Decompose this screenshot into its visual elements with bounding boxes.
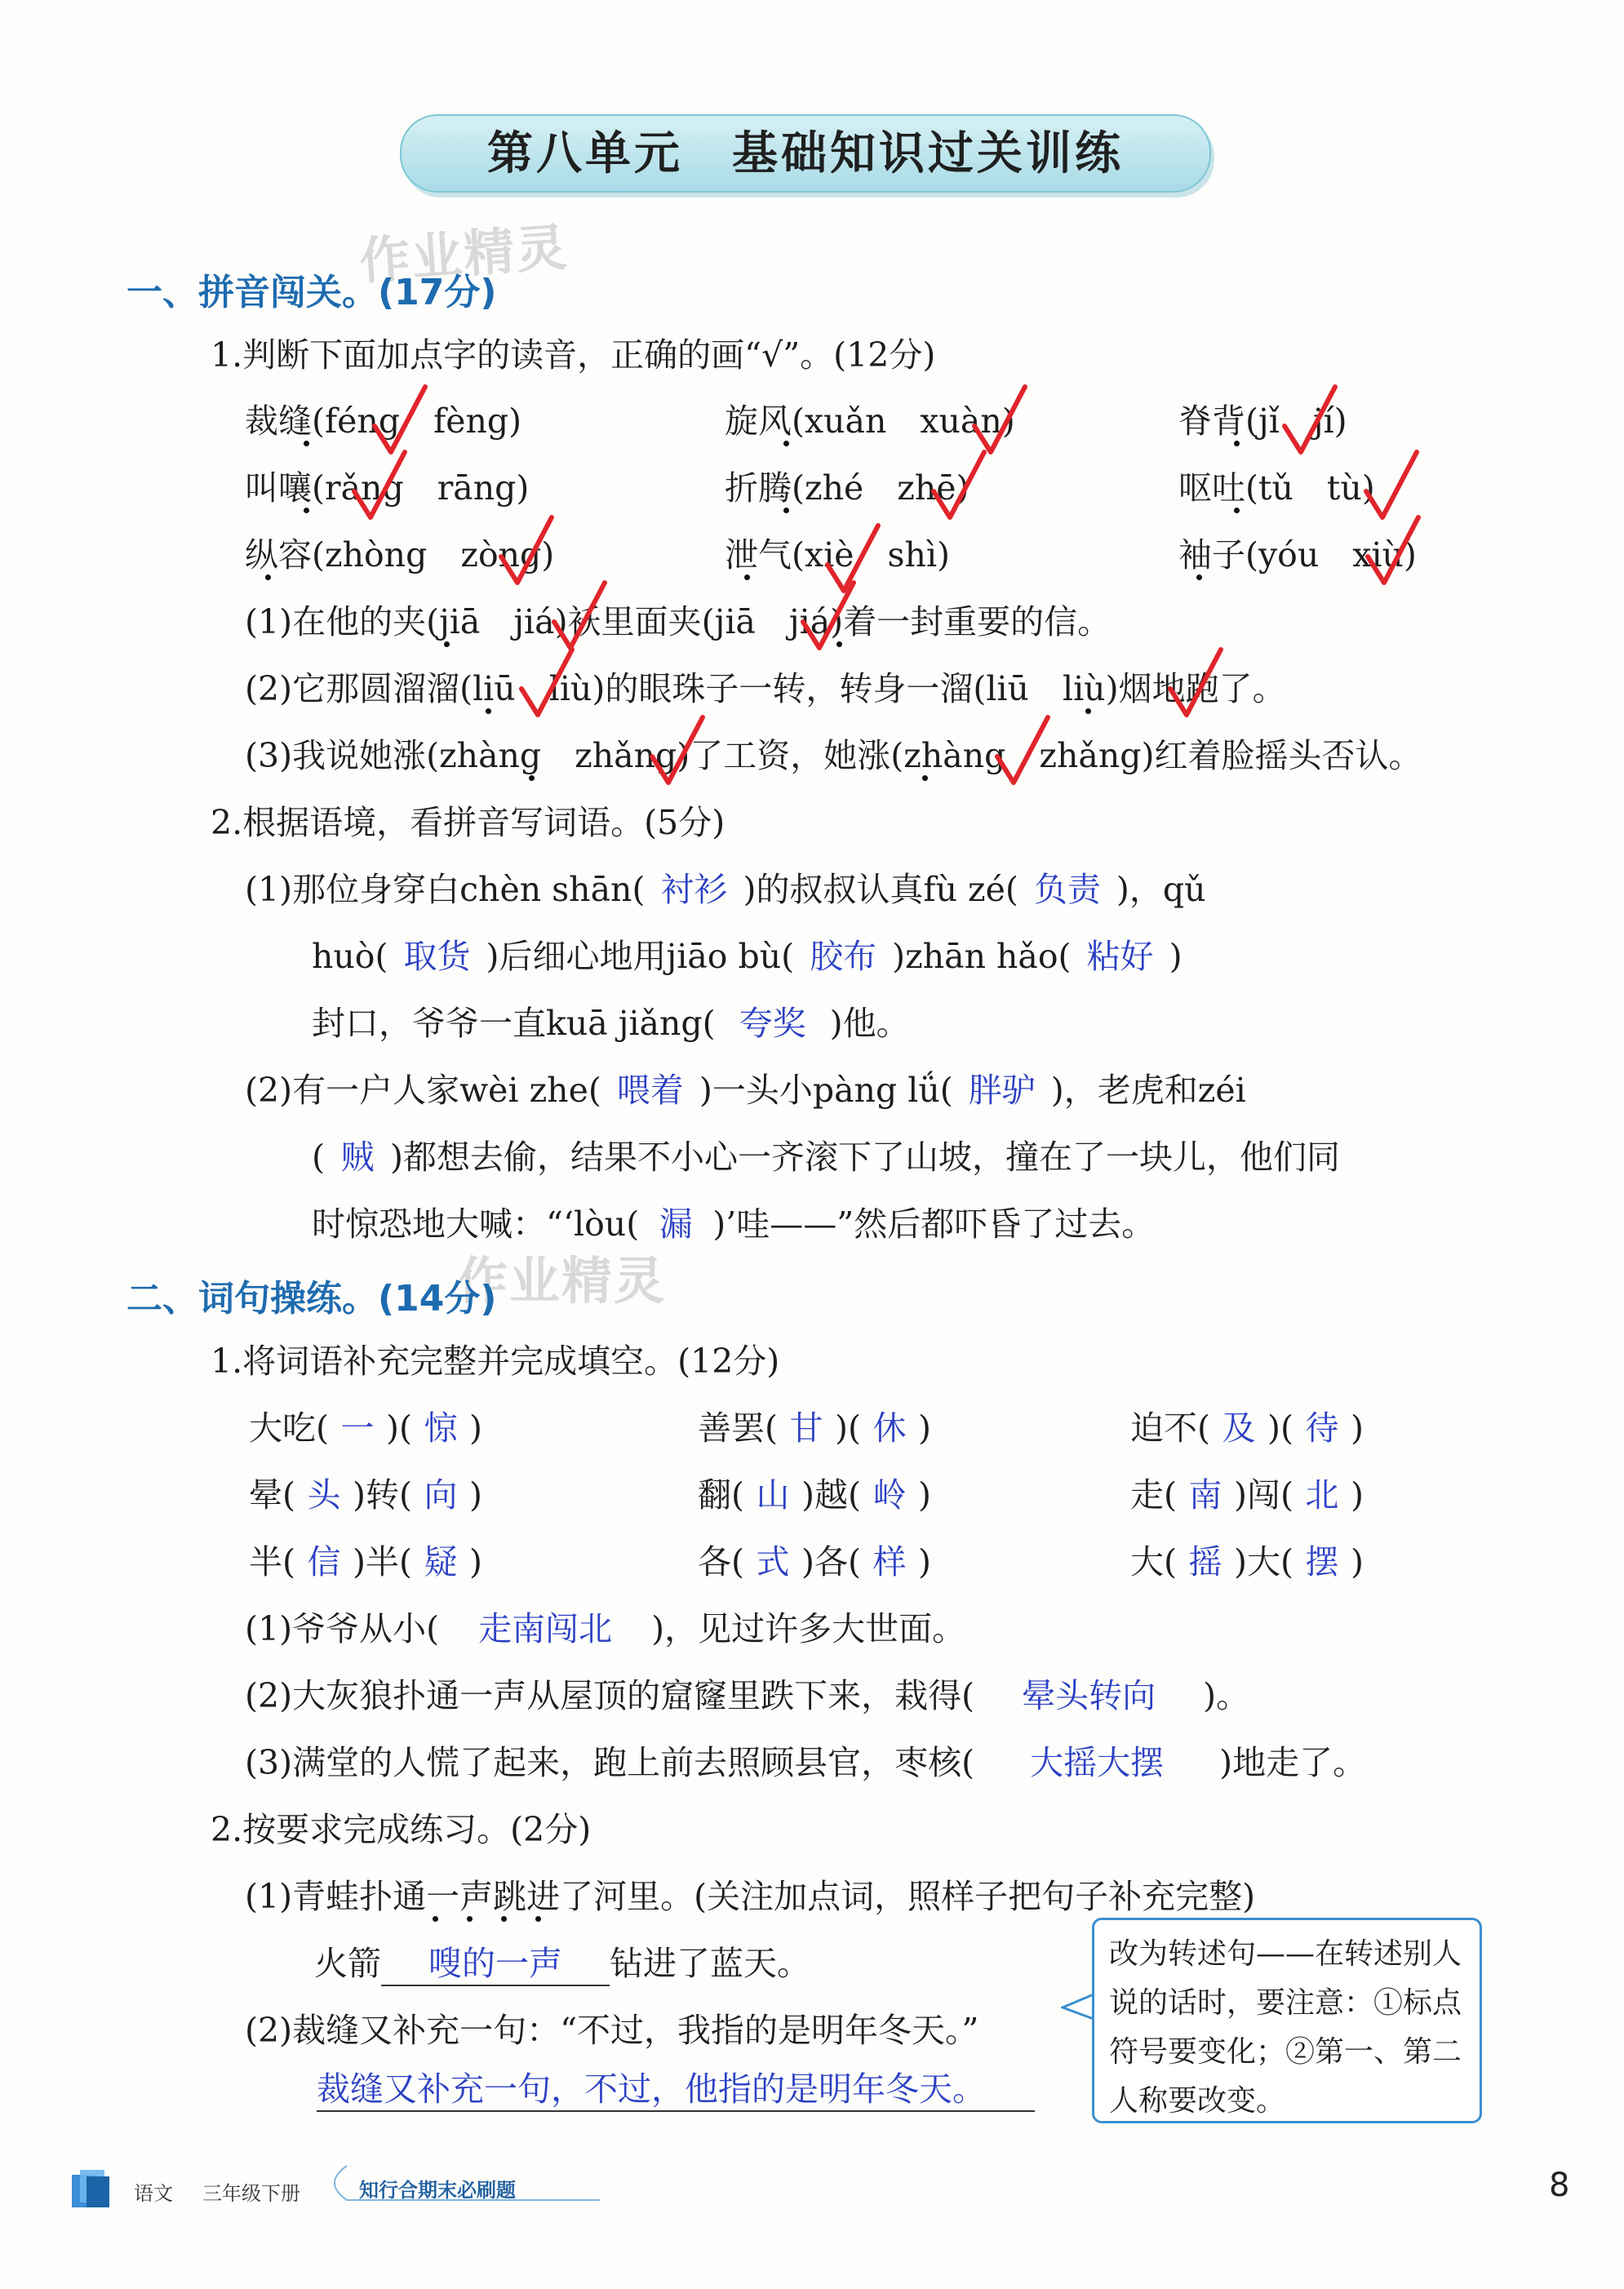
pinyin-item: 纵容(zhòng zòng): [245, 535, 555, 574]
question-prompt: 1.判断下面加点字的读音，正确的画“√”。(12分): [211, 335, 936, 375]
idiom-item: 各( 式 )各( 样 ): [698, 1542, 931, 1581]
check-mark-icon: [930, 449, 987, 522]
pinyin-item: 泄气(xiè shì): [725, 535, 951, 574]
check-mark-icon: [1281, 384, 1338, 457]
emphasis-dot: [433, 1916, 438, 1922]
emphasis-dot: [265, 574, 271, 580]
section-heading: 一、拼音闯关。(17分): [126, 272, 497, 313]
answer-text: 粘好: [1086, 937, 1154, 976]
watermark: 作业精灵: [457, 1251, 667, 1311]
emphasis-dot: [535, 1916, 541, 1922]
idiom-item: 大吃( 一 )( 惊 ): [249, 1408, 482, 1448]
answer-text: 大摇大摆: [1030, 1743, 1165, 1782]
emphasis-dot: [529, 775, 535, 781]
answer-text: 胶布: [810, 937, 877, 976]
sentence-item: (2)它那圆溜溜(liū liù)的眼珠子一转，转身一溜(liū liù)烟地跑了。: [245, 669, 1286, 708]
check-mark-icon: [971, 384, 1028, 457]
check-mark-icon: [498, 514, 555, 588]
fill-line: huò( 取货 )后细心地用jiāo bù( 胶布 )zhān hǎo( 粘好 ): [312, 929, 1183, 978]
emphasis-dot: [1196, 574, 1202, 580]
idiom-item: 善罢( 甘 )( 休 ): [698, 1408, 931, 1448]
emphasis-dot: [304, 508, 309, 513]
section-heading: 二、词句操练。(14分): [126, 1278, 497, 1320]
idiom-item: 半( 信 )半( 疑 ): [249, 1542, 482, 1581]
exercise-answer-line: 火箭 嗖的一声 钻进了蓝天。: [314, 1936, 810, 1986]
idiom-item: 走( 南 )闯( 北 ): [1130, 1475, 1364, 1515]
pinyin-item: 裁缝(féng fèng): [245, 401, 522, 441]
fill-line: 封口，爷爷一直kuā jiǎng( 夸奖 )他。: [312, 996, 910, 1045]
emphasis-dot: [467, 1916, 473, 1922]
check-mark-icon: [1363, 449, 1420, 522]
emphasis-dot: [304, 441, 309, 446]
answer-text: 裁缝又补充一句，不过，他指的是明年冬天。: [317, 2062, 1035, 2112]
answer-text: 走南闯北: [478, 1609, 613, 1648]
emphasis-dot: [783, 441, 789, 446]
answer-text: 嗖的一声: [381, 1936, 610, 1986]
answer-text: 胖驴: [968, 1071, 1036, 1110]
idiom-item: 晕( 头 )转( 向 ): [249, 1475, 482, 1515]
footer-grade: 三年级下册: [202, 2182, 300, 2205]
pinyin-item: 呕吐(tǔ tù): [1178, 468, 1375, 508]
answer-text: 漏: [659, 1204, 693, 1244]
emphasis-dot: [1234, 508, 1240, 513]
check-mark-icon: [351, 449, 408, 522]
check-mark-icon: [551, 579, 608, 653]
question-prompt: 2.根据语境，看拼音写词语。(5分): [211, 803, 725, 842]
emphasis-dot: [1085, 708, 1091, 714]
idiom-item: 迫不( 及 )( 待 ): [1130, 1408, 1364, 1448]
sentence-item: (3)我说她涨(zhàng zhǎng)了工资，她涨(zhàng zhǎng)红着脸摇头否认。: [245, 736, 1422, 775]
answer-text: 负责: [1033, 870, 1101, 909]
callout-pointer-icon: [1061, 1991, 1094, 2024]
check-mark-icon: [1364, 514, 1422, 588]
check-mark-icon: [994, 714, 1051, 787]
pinyin-item: 折腾(zhé zhē): [725, 468, 970, 508]
answer-text: 喂着: [616, 1071, 684, 1110]
check-mark-icon: [649, 714, 706, 787]
fill-sentence: (2)大灰狼扑通一声从屋顶的窟窿里跌下来，栽得( 晕头转向 )。: [245, 1669, 1249, 1717]
emphasis-dot: [744, 574, 750, 580]
tip-callout: 改为转述句——在转述别人说的话时，要注意：①标点符号要变化；②第一、第二人称要改变。: [1092, 1918, 1482, 2123]
answer-text: 夸奖: [739, 1004, 806, 1043]
answer-text: 晕头转向: [1022, 1676, 1156, 1715]
check-mark-icon: [371, 384, 428, 457]
footer-brand: 知行合期末必刷题: [359, 2179, 516, 2202]
page-title: 第八单元 基础知识过关训练: [400, 114, 1211, 193]
fill-line: (2)有一户人家wèi zhe( 喂着 )一头小pàng lǘ( 胖驴 )，老虎和zéi: [245, 1063, 1246, 1111]
pinyin-item: 脊背(jǐ jí): [1178, 401, 1347, 441]
emphasis-dot: [1234, 441, 1240, 446]
footer-subject: 语文: [134, 2182, 173, 2205]
fill-sentence: (3)满堂的人慌了起来，跑上前去照顾县官，枣核( 大摇大摆 )地走了。: [245, 1736, 1366, 1784]
watermark: 作业精灵: [357, 217, 570, 291]
pinyin-item: 袖子(yóu xiù): [1178, 535, 1417, 574]
emphasis-dot: [922, 775, 928, 781]
sentence-item: (1)在他的夹(jiā jiá)袄里面夹(jiā jiá)着一封重要的信。: [245, 602, 1112, 641]
exercise-item: (2)裁缝又补充一句：“不过，我指的是明年冬天。”: [245, 2011, 979, 2050]
page-number: 8: [1549, 2167, 1570, 2204]
emphasis-dot: [444, 641, 450, 647]
fill-line: ( 贼 )都想去偷，结果不小心一齐滚下了山坡，撞在了一块儿，他们同: [312, 1130, 1340, 1178]
check-mark-icon: [518, 646, 575, 720]
question-prompt: 2.按要求完成练习。(2分): [211, 1810, 592, 1849]
emphasis-dot: [486, 708, 491, 714]
answer-text: 贼: [340, 1138, 375, 1177]
check-mark-icon: [800, 579, 857, 653]
book-logo-icon: [69, 2167, 113, 2211]
fill-line: 时惊恐地大喊：“‘lòu( 漏 )’哇——”然后都吓昏了过去。: [312, 1197, 1155, 1245]
fill-sentence: (1)爷爷从小( 走南闯北 )，见过许多大世面。: [245, 1602, 965, 1650]
idiom-item: 翻( 山 )越( 岭 ): [698, 1475, 931, 1515]
emphasis-dot: [783, 508, 789, 513]
pinyin-item: 旋风(xuǎn xuàn): [725, 401, 1015, 441]
exercise-item: (1)青蛙扑通一声跳进了河里。(关注加点词，照样子把句子补充完整): [245, 1877, 1256, 1916]
answer-text: 衬衫: [660, 870, 728, 909]
idiom-item: 大( 摇 )大( 摆 ): [1130, 1542, 1364, 1581]
answer-text: 取货: [403, 937, 471, 976]
question-prompt: 1.将词语补充完整并完成填空。(12分): [211, 1342, 780, 1381]
check-mark-icon: [1167, 646, 1224, 720]
brand-swoosh-icon: [322, 2163, 600, 2203]
pinyin-item: 叫嚷(rǎng rāng): [245, 468, 530, 508]
fill-line: (1)那位身穿白chèn shān( 衬衫 )的叔叔认真fù zé( 负责 )，qǔ: [245, 863, 1206, 911]
emphasis-dot: [501, 1916, 507, 1922]
